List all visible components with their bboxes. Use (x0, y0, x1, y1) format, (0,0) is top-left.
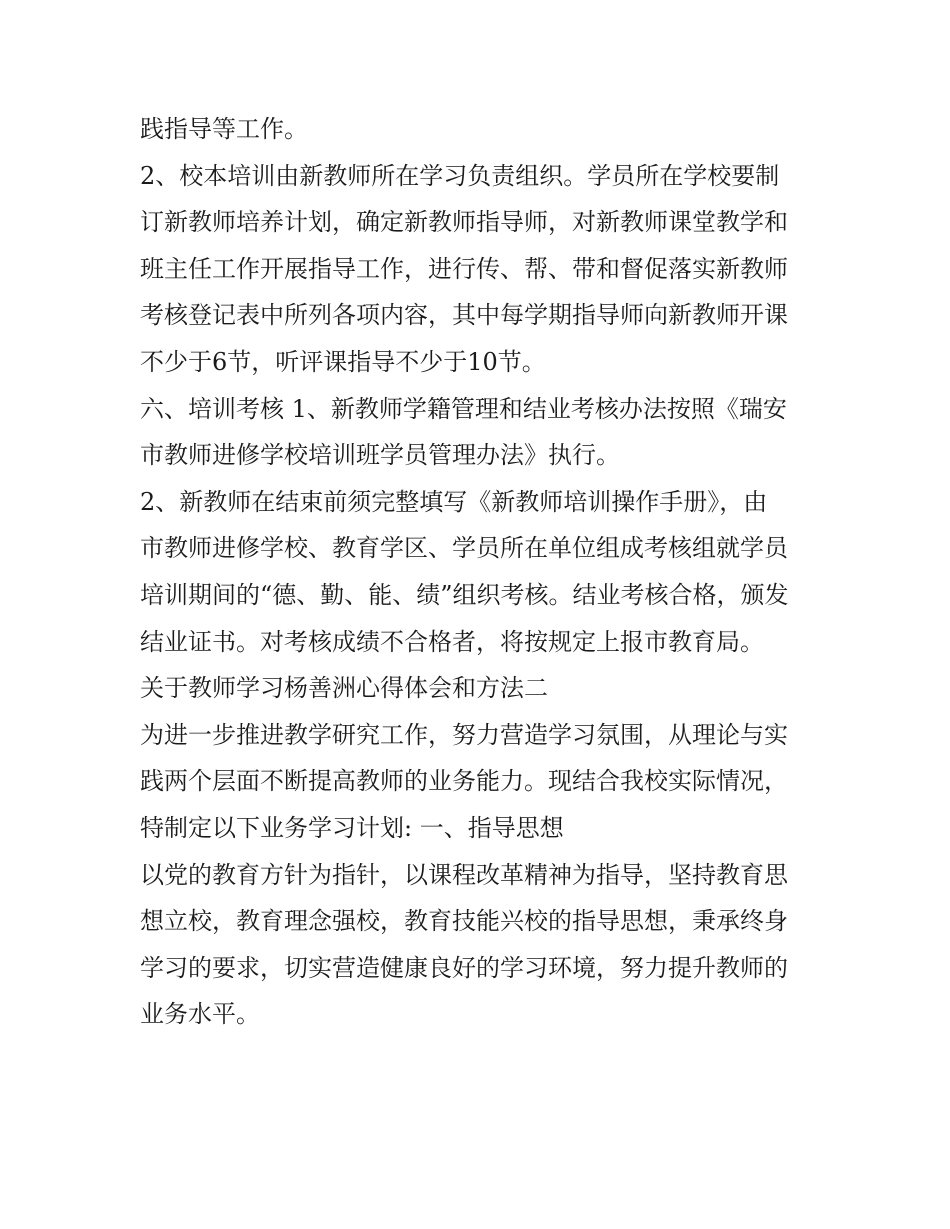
text-line: 培训期间的“德、勤、能、绩”组织考核。结业考核合格，颁发 (140, 580, 789, 609)
text-line: 践两个层面不断提高教师的业务能力。现结合我校实际情况， (140, 767, 788, 796)
text-line: 结业证书。对考核成绩不合格者，将按规定上报市教育局。 (140, 627, 764, 656)
text-line: 学习的要求，切实营造健康良好的学习环境，努力提升教师的 (140, 953, 788, 982)
text-line: 践指导等工作。 (140, 115, 308, 143)
text-line: 2、新教师在结束前须完整填写《新教师培训操作手册》，由 (140, 487, 768, 516)
text-line: 考核登记表中所列各项内容，其中每学期指导师向新教师开课 (140, 301, 788, 330)
text-line: 市教师进修学校、教育学区、学员所在单位组成考核组就学员 (140, 534, 788, 563)
text-line: 订新教师培养计划，确定新教师指导师，对新教师课堂教学和 (140, 208, 788, 237)
text-line: 六、培训考核 1、新教师学籍管理和结业考核办法按照《瑞安 (140, 394, 787, 423)
text-line: 不少于6节，听评课指导不少于10节。 (140, 347, 546, 376)
text-line: 班主任工作开展指导工作，进行传、帮、带和督促落实新教师 (140, 254, 788, 283)
text-line: 以党的教育方针为指针，以课程改革精神为指导，坚持教育思 (140, 860, 788, 889)
text-line: 特制定以下业务学习计划: 一、指导思想 (140, 813, 564, 842)
text-line: 2、校本培训由新教师所在学习负责组织。学员所在学校要制 (140, 161, 780, 190)
text-line: 想立校，教育理念强校，教育技能兴校的指导思想，秉承终身 (140, 907, 788, 936)
text-line: 市教师进修学校培训班学员管理办法》执行。 (140, 441, 620, 470)
document-body (140, 106, 820, 1038)
text-line: 为进一步推进教学研究工作，努力营造学习氛围，从理论与实 (140, 720, 788, 749)
section-heading: 关于教师学习杨善洲心得体会和方法二 (140, 674, 548, 703)
text-line: 业务水平。 (140, 1000, 260, 1029)
